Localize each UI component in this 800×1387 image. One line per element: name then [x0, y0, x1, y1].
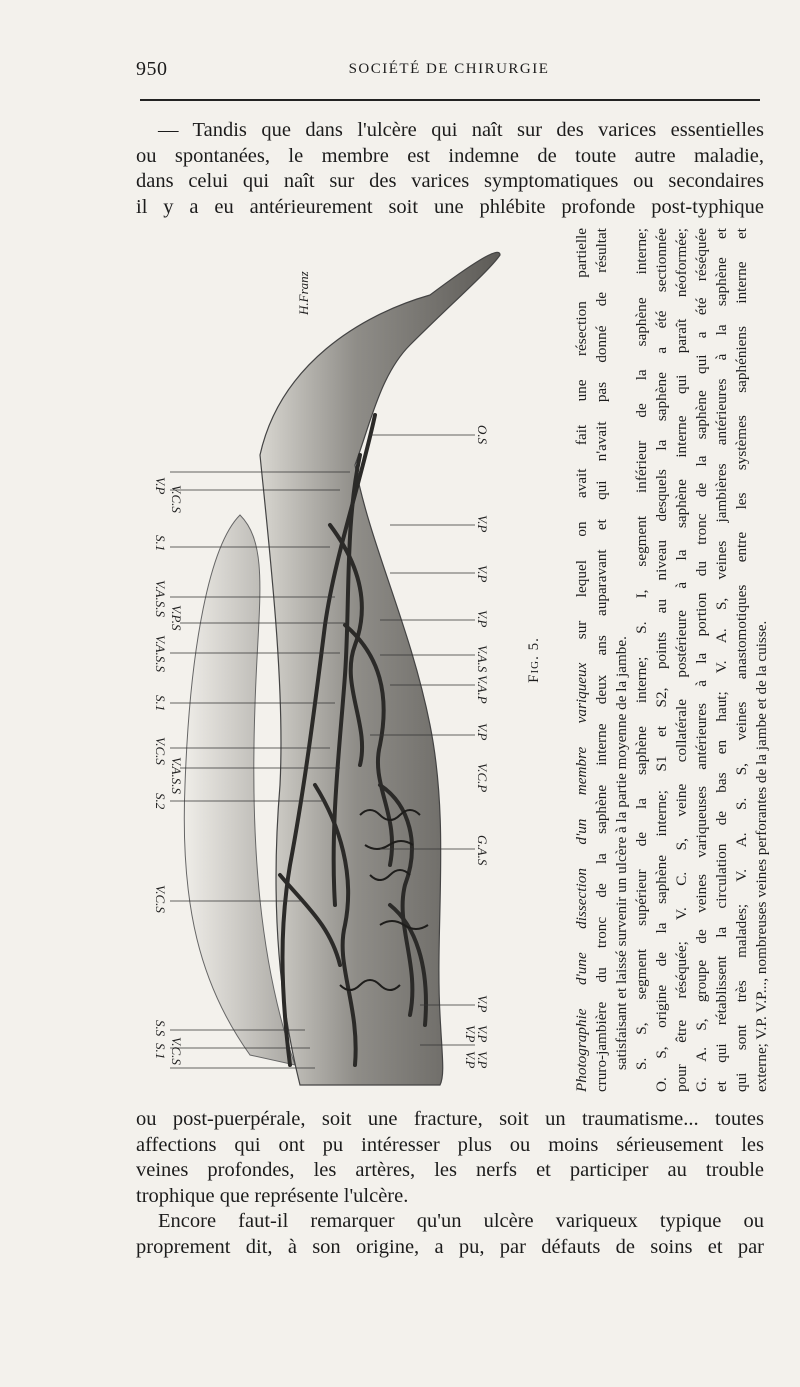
page-number: 950 — [136, 58, 168, 80]
text-line: il y a eu antérieurement soit une phlébite profonde post-typhique — [136, 195, 764, 218]
label-s2: S.2 — [153, 793, 168, 810]
caption-title: Photographie d'une dissection d'un membre variqueux — [573, 662, 590, 1092]
label-vp: V.P — [475, 515, 490, 533]
page-header — [136, 58, 762, 86]
text-line: veines profondes, les artères, les nerfs et participer au trouble — [136, 1159, 764, 1181]
label-vass: V.A.S.S — [153, 580, 168, 617]
label-vp: V.P — [475, 610, 490, 628]
caption-text — [572, 228, 772, 1092]
artist-signature: H.Franz — [296, 271, 311, 315]
label-s1: S.1 — [153, 695, 168, 712]
figure-labels-left — [153, 477, 184, 1065]
text-line: affections qui ont pu intéresser plus ou moins sérieusement les — [136, 1133, 764, 1156]
label-vcs: V.C.S — [169, 485, 184, 513]
top-paragraph — [136, 118, 764, 220]
text-line: — Tandis que dans l'ulcère qui naît sur des varices essentielles — [158, 119, 764, 141]
text-line: dans celui qui naît sur des varices symptomatiques ou secondaires — [136, 170, 764, 192]
caption-line: et qui rétablissent la circulation de bas en haut; V. A. S, veines jambières antérieures à la saphène et — [713, 228, 730, 1092]
label-vas: V.A.S — [475, 645, 490, 673]
bottom-paragraph — [136, 1107, 764, 1260]
label-vp: V.P — [475, 995, 490, 1013]
caption-line-rest: sur lequel on avait fait une résection partielle — [573, 228, 590, 663]
caption-line — [572, 228, 592, 1092]
label-vp: V.P — [153, 477, 168, 495]
caption-line: pour être réséquée; V. C. S, veine collatérale postérieure à la saphène interne qui paraît néoformée; — [673, 228, 690, 1092]
figure-number: Fig. 5. — [526, 637, 542, 683]
caption-line: satisfaisant et laissé survenir un ulcère à la partie moyenne de la jambe. — [613, 636, 630, 1070]
label-vass: V.A.S.S — [153, 635, 168, 672]
label-os: O.S — [475, 425, 490, 445]
label-vass: V.A.S.S — [169, 757, 184, 794]
caption-line: G. A. S, groupe de veines variqueuses antérieures à la portion du tronc de la saphène qui a été réséquée — [693, 228, 710, 1092]
label-vp: V.P — [463, 1025, 478, 1043]
text-line: trophique que représente l'ulcère. — [136, 1184, 409, 1207]
figure-caption — [526, 228, 770, 1092]
label-vcs: V.C.S — [153, 885, 168, 913]
running-head: SOCIÉTÉ DE CHIRURGIE — [348, 61, 550, 77]
label-vcs: V.C.S — [169, 1037, 184, 1065]
figure-labels-right — [463, 425, 490, 1069]
caption-line: externe; V.P. V.P..., nombreuses veines perforantes de la jambe et de la cuisse. — [753, 620, 770, 1092]
text-line: proprement dit, à son origine, a pu, par défauts de soins et par — [136, 1235, 764, 1258]
label-vp: V.P — [475, 1025, 490, 1043]
label-vp: V.P — [475, 565, 490, 583]
caption-line: qui sont très malades; V. A. S. S, veines anastomotiques entre les systèmes saphéniens interne et — [733, 228, 750, 1092]
label-vcp: V.C.P — [475, 763, 490, 793]
caption-line: cruro-jambière du tronc de la saphène interne deux ans auparavant et qui n'avait pas donné de résultat — [593, 228, 610, 1092]
label-gas: G.A.S — [475, 835, 490, 866]
label-vp: V.P — [463, 1051, 478, 1069]
text-line: ou post-puerpérale, soit une fracture, soit un traumatisme... toutes — [136, 1108, 764, 1130]
caption-line: S. S, segment supérieur de la saphène interne; S. I, segment inférieur de la saphène interne; — [633, 228, 650, 1070]
label-ss: S.S — [153, 1020, 168, 1037]
label-s1: S.1 — [153, 1043, 168, 1060]
label-vap: V.A.P — [475, 675, 490, 704]
label-s1: S.1 — [153, 535, 168, 552]
label-vp: V.P — [475, 723, 490, 741]
header-rule — [140, 99, 760, 101]
text-line: ou spontanées, le membre est indemne de toute autre maladie, — [136, 144, 764, 167]
label-vcs: V.C.S — [153, 737, 168, 765]
caption-line: O. S, origine de la saphène interne; S1 et S2, points au niveau desquels la saphène a été sectionnée — [653, 228, 670, 1092]
label-vp: V.P — [475, 1051, 490, 1069]
text-line: Encore faut-il remarquer qu'un ulcère variqueux typique ou — [158, 1210, 764, 1232]
label-vps: V.P.S — [169, 605, 184, 631]
